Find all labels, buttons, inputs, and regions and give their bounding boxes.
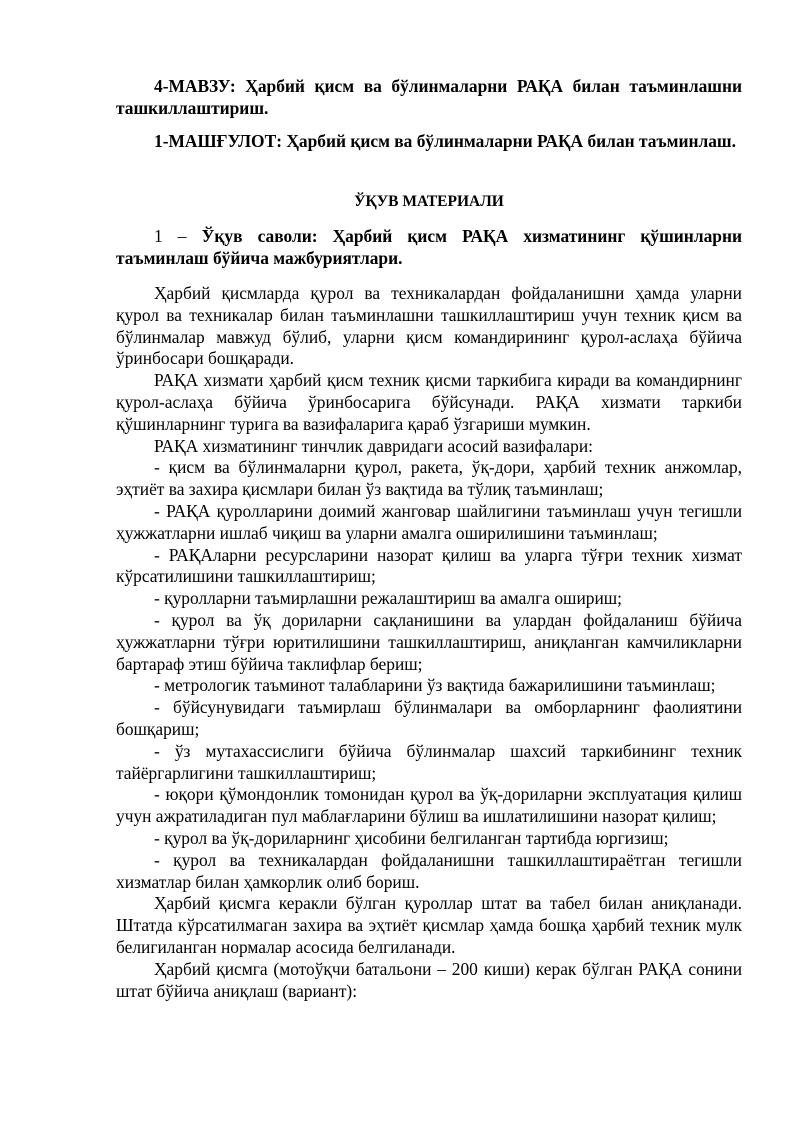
question-prefix: 1 –	[154, 226, 202, 246]
duty-item-11: - қурол ва техникалардан фойдаланишни ташкиллаштираётган тегишли хизматлар билан ҳамкорлик олиб бориш.	[116, 849, 742, 892]
body-paragraph-4: Ҳарбий қисмга керакли бўлган қуроллар штат ва табел билан аниқланади. Штатда кўрсатилмаган захира ва эҳтиёт қисмлар ҳамда бошқа ҳарбий техник мулк белигиланган нормалар асосида белгиланади.	[116, 893, 742, 957]
duty-item-1: - қисм ва бўлинмаларни қурол, ракета, ўқ-дори, ҳарбий техник анжомлар, эҳтиёт ва захира қисмлари билан ўз вақтида ва тўлиқ таъминлаш;	[116, 457, 742, 500]
body-text	[116, 283, 742, 1002]
duty-item-10: - қурол ва ўқ-дориларнинг ҳисобини белгиланган тартибда юргизиш;	[154, 827, 669, 848]
topic-heading	[116, 76, 742, 120]
body-paragraph-1: Ҳарбий қисмларда қурол ва техникалардан фойдаланишни ҳамда уларни қурол ва техникалар билан таъминлашни ташкиллаштириш учун техник қисм ва бўлинмалар мавжуд бўлиб, уларни қисм командирининг қурол-аслаҳа бўйича ўринбосари бошқаради.	[116, 283, 742, 369]
body-paragraph-2: РАҚА хизмати ҳарбий қисм техник қисми таркибига киради ва командирнинг қурол-аслаҳа бўйича ўринбосарига бўйсунади. РАҚА хизмати таркиби қўшинларнинг турига ва вазифаларига қараб ўзгариши мумкин.	[116, 370, 742, 434]
lesson-text: : Ҳарбий қисм ва бўлинмаларни РАҚА билан таъминлаш.	[276, 131, 736, 151]
section-title: ЎҚУВ МАТЕРИАЛИ	[354, 193, 504, 210]
topic-text: : Ҳарбий қисм ва бўлинмаларни РАҚА билан таъминлашни ташкиллаштириш.	[116, 76, 742, 118]
section-title-block	[116, 191, 742, 213]
lesson-label: 1-МАШҒУЛОТ	[154, 131, 277, 151]
duty-item-2: - РАҚА қуролларини доимий жанговар шайлигини таъминлаш учун тегишли ҳужжатларни ишлаб чиқиш ва уларни амалга оширилишини таъминлаш;	[116, 500, 742, 543]
lesson-heading	[116, 131, 742, 153]
duty-item-6: - метрологик таъминот талабларини ўз вақтида бажарилишини таъминлаш;	[154, 675, 716, 696]
body-paragraph-5: Ҳарбий қисмга (мотоўқчи батальони – 200 киши) керак бўлган РАҚА сонини штат бўйича аниқлаш (вариант):	[116, 958, 742, 1001]
duty-item-5: - қурол ва ўқ дориларни сақланишини ва улардан фойдаланиш бўйича ҳужжатларни тўғри юритилишини ташкиллаштириш, аниқланган камчиликларни бартараф этиш бўйича таклифлар бериш;	[116, 609, 742, 674]
duty-item-4: - қуролларни таъмирлашни режалаштириш ва амалга ошириш;	[154, 588, 622, 609]
duty-item-3: - РАҚАларни ресурсларини назорат қилиш ва уларга тўғри техник хизмат кўрсатилишини ташкиллаштириш;	[116, 544, 742, 587]
body-paragraph-3: РАҚА хизматининг тинчлик давридаги асосий вазифалари:	[154, 435, 593, 456]
question-heading	[116, 226, 742, 270]
duty-item-8: - ўз мутахассислиги бўйича бўлинмалар шахсий таркибининг техник тайёргарлигини ташкиллаштириш;	[116, 740, 742, 783]
topic-paragraph	[116, 76, 742, 120]
lesson-paragraph	[116, 131, 742, 153]
topic-label: 4-МАВЗУ	[154, 76, 230, 96]
question-text: Ўқув саволи: Ҳарбий қисм РАҚА хизматининг қўшинларни таъминлаш бўйича мажбуриятлари.	[116, 226, 742, 268]
duty-item-7: - бўйсунувидаги таъмирлаш бўлинмалари ва омборларнинг фаолиятини бошқариш;	[116, 697, 742, 739]
duty-item-9: - юқори қўмондонлик томонидан қурол ва ўқ-дориларни эксплуатация қилиш учун ажратиладиган пул маблағларини бўлиш ва ишлатилишини назорат қилиш;	[116, 784, 742, 827]
question-paragraph	[116, 226, 742, 270]
